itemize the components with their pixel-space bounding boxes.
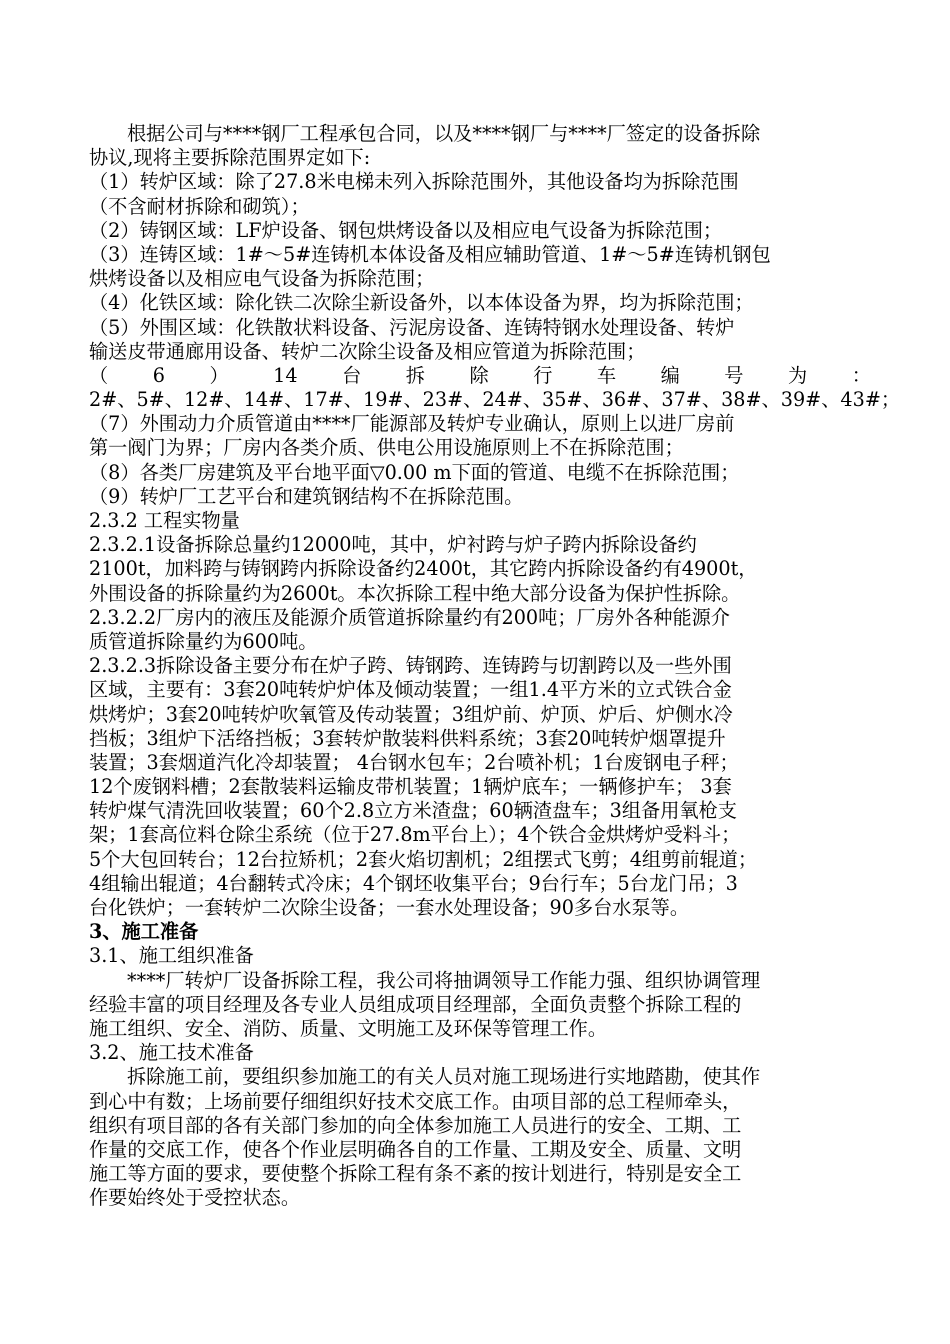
section-heading: 3、施工准备: [89, 920, 199, 944]
text-token: 14: [273, 363, 298, 387]
text-token: 拆: [405, 363, 425, 387]
text-token: ：: [851, 363, 871, 387]
text-line: 2.3.2.1设备拆除总量约12000吨，其中，炉衬跨与炉子跨内拆除设备约: [89, 533, 697, 557]
text-line: 拆除施工前，要组织参加施工的有关人员对施工现场进行实地踏勘，使其作: [127, 1065, 761, 1089]
text-line: 转炉煤气清洗回收装置；60个2.8立方米渣盘；60辆渣盘车；3组备用氧枪支: [89, 799, 737, 823]
text-line: 组织有项目部的各有关部门参加的向全体参加施工人员进行的安全、工期、工: [89, 1113, 742, 1137]
text-line: 12个废钢料槽；2套散装料运输皮带机装置；1辆炉底车；一辆修护车； 3套: [89, 775, 732, 799]
text-line: 作要始终处于受控状态。: [89, 1186, 301, 1210]
text-line: （不含耐材拆除和砌筑）；: [89, 194, 310, 218]
text-token: 为: [788, 363, 808, 387]
text-token: 6: [152, 363, 165, 387]
text-line: 施工等方面的要求，要使整个拆除工程有条不紊的按计划进行，特别是安全工: [89, 1162, 742, 1186]
text-line: 2.3.2 工程实物量: [89, 509, 240, 532]
text-token: （: [89, 363, 109, 387]
text-line: 挡板；3组炉下活络挡板；3套转炉散装料供料系统；3套20吨转炉烟罩提升: [89, 726, 726, 750]
text-token: 号: [724, 363, 744, 387]
text-line: 质管道拆除量约为600吨。: [89, 629, 318, 653]
text-line: 作量的交底工作，使各个作业层明确各自的工作量、工期及安全、质量、文明: [89, 1137, 742, 1161]
text-line: ****厂转炉厂设备拆除工程，我公司将抽调领导工作能力强、组织协调管理: [127, 968, 761, 992]
text-line: 到心中有数；上场前要仔细组织好技术交底工作。由项目部的总工程师牵头，: [89, 1089, 742, 1113]
text-line: （3）连铸区域：1#～5#连铸机本体设备及相应辅助管道、1#～5#连铸机钢包: [89, 242, 771, 266]
text-line: 2#、5#、12#、14#、17#、19#、23#、24#、35#、36#、37#、38#、39#、43#；: [89, 388, 901, 412]
text-line: 根据公司与****钢厂工程承包合同，以及****钢厂与****厂签定的设备拆除: [127, 122, 761, 145]
text-line: （2）铸钢区域：LF炉设备、钢包烘烤设备以及相应电气设备为拆除范围；: [89, 218, 723, 242]
text-line: 5个大包回转台；12台拉矫机；2套火焰切割机；2组摆式飞剪；4组剪前辊道；: [89, 847, 758, 871]
text-line: （5）外围区域：化铁散状料设备、污泥房设备、连铸特钢水处理设备、转炉: [89, 315, 735, 339]
text-line: 区域，主要有：3套20吨转炉炉体及倾动装置；一组1.4平方米的立式铁合金: [89, 678, 732, 702]
text-line: 施工组织、安全、消防、质量、文明施工及环保等管理工作。: [89, 1016, 608, 1040]
text-line: 3.2、施工技术准备: [89, 1041, 254, 1065]
text-line: 输送皮带通廊用设备、转炉二次除尘设备及相应管道为拆除范围；: [89, 339, 646, 363]
text-token: 车: [596, 363, 617, 387]
text-token: 编: [660, 363, 680, 387]
text-line: 3.1、施工组织准备: [89, 944, 254, 968]
text-line: 2.3.2.3拆除设备主要分布在炉子跨、铸钢跨、连铸跨与切割跨以及一些外围: [89, 654, 732, 678]
text-line: 烘烤炉；3套20吨转炉吹氧管及传动装置；3组炉前、炉顶、炉后、炉侧水冷: [89, 702, 733, 726]
text-token: 行: [533, 363, 553, 387]
text-token: ）: [209, 363, 229, 387]
text-line: （4）化铁区域：除化铁二次除尘新设备外，以本体设备为界，均为拆除范围；: [89, 291, 754, 315]
text-line: [89, 364, 871, 388]
text-line: （8）各类厂房建筑及平台地平面▽0.00 m下面的管道、电缆不在拆除范围；: [89, 460, 740, 484]
text-line: 2100t，加料跨与铸钢跨内拆除设备约2400t，其它跨内拆除设备约有4900t，: [89, 557, 758, 581]
text-line: （9）转炉厂工艺平台和建筑钢结构不在拆除范围。: [89, 484, 524, 508]
text-line: 2.3.2.2厂房内的液压及能源介质管道拆除量约有200吨；厂房外各种能源介: [89, 605, 730, 629]
text-line: 架；1套高位料仓除尘系统（位于27.8m平台上）；4个铁合金烘烤炉受料斗；: [89, 823, 741, 847]
text-line: （7）外围动力介质管道由****厂能源部及转炉专业确认，原则上以进厂房前: [89, 412, 735, 436]
text-line: 4组输出辊道；4台翻转式冷床；4个钢坯收集平台；9台行车；5台龙门吊；3: [89, 871, 738, 895]
text-line: 协议,现将主要拆除范围界定如下:: [89, 146, 371, 170]
text-line: 外围设备的拆除量约为2600t。本次拆除工程中绝大部分设备为保护性拆除。: [89, 581, 741, 605]
text-line: 装置；3套烟道汽化冷却装置； 4台钢水包车；2台喷补机；1台废钢电子秤；: [89, 750, 739, 774]
text-token: 台: [342, 363, 362, 387]
text-line: （1）转炉区域：除了27.8米电梯未列入拆除范围外，其他设备均为拆除范围: [89, 170, 739, 194]
text-line: 第一阀门为界；厂房内各类介质、供电公用设施原则上不在拆除范围；: [89, 436, 684, 460]
document-body: [89, 122, 901, 1210]
text-line: 台化铁炉；一套转炉二次除尘设备；一套水处理设备；90多台水泵等。: [89, 896, 690, 919]
text-line: 烘烤设备以及相应电气设备为拆除范围；: [89, 267, 435, 291]
text-token: 除: [469, 363, 489, 387]
text-line: 经验丰富的项目经理及各专业人员组成项目经理部，全面负责整个拆除工程的: [89, 992, 742, 1016]
